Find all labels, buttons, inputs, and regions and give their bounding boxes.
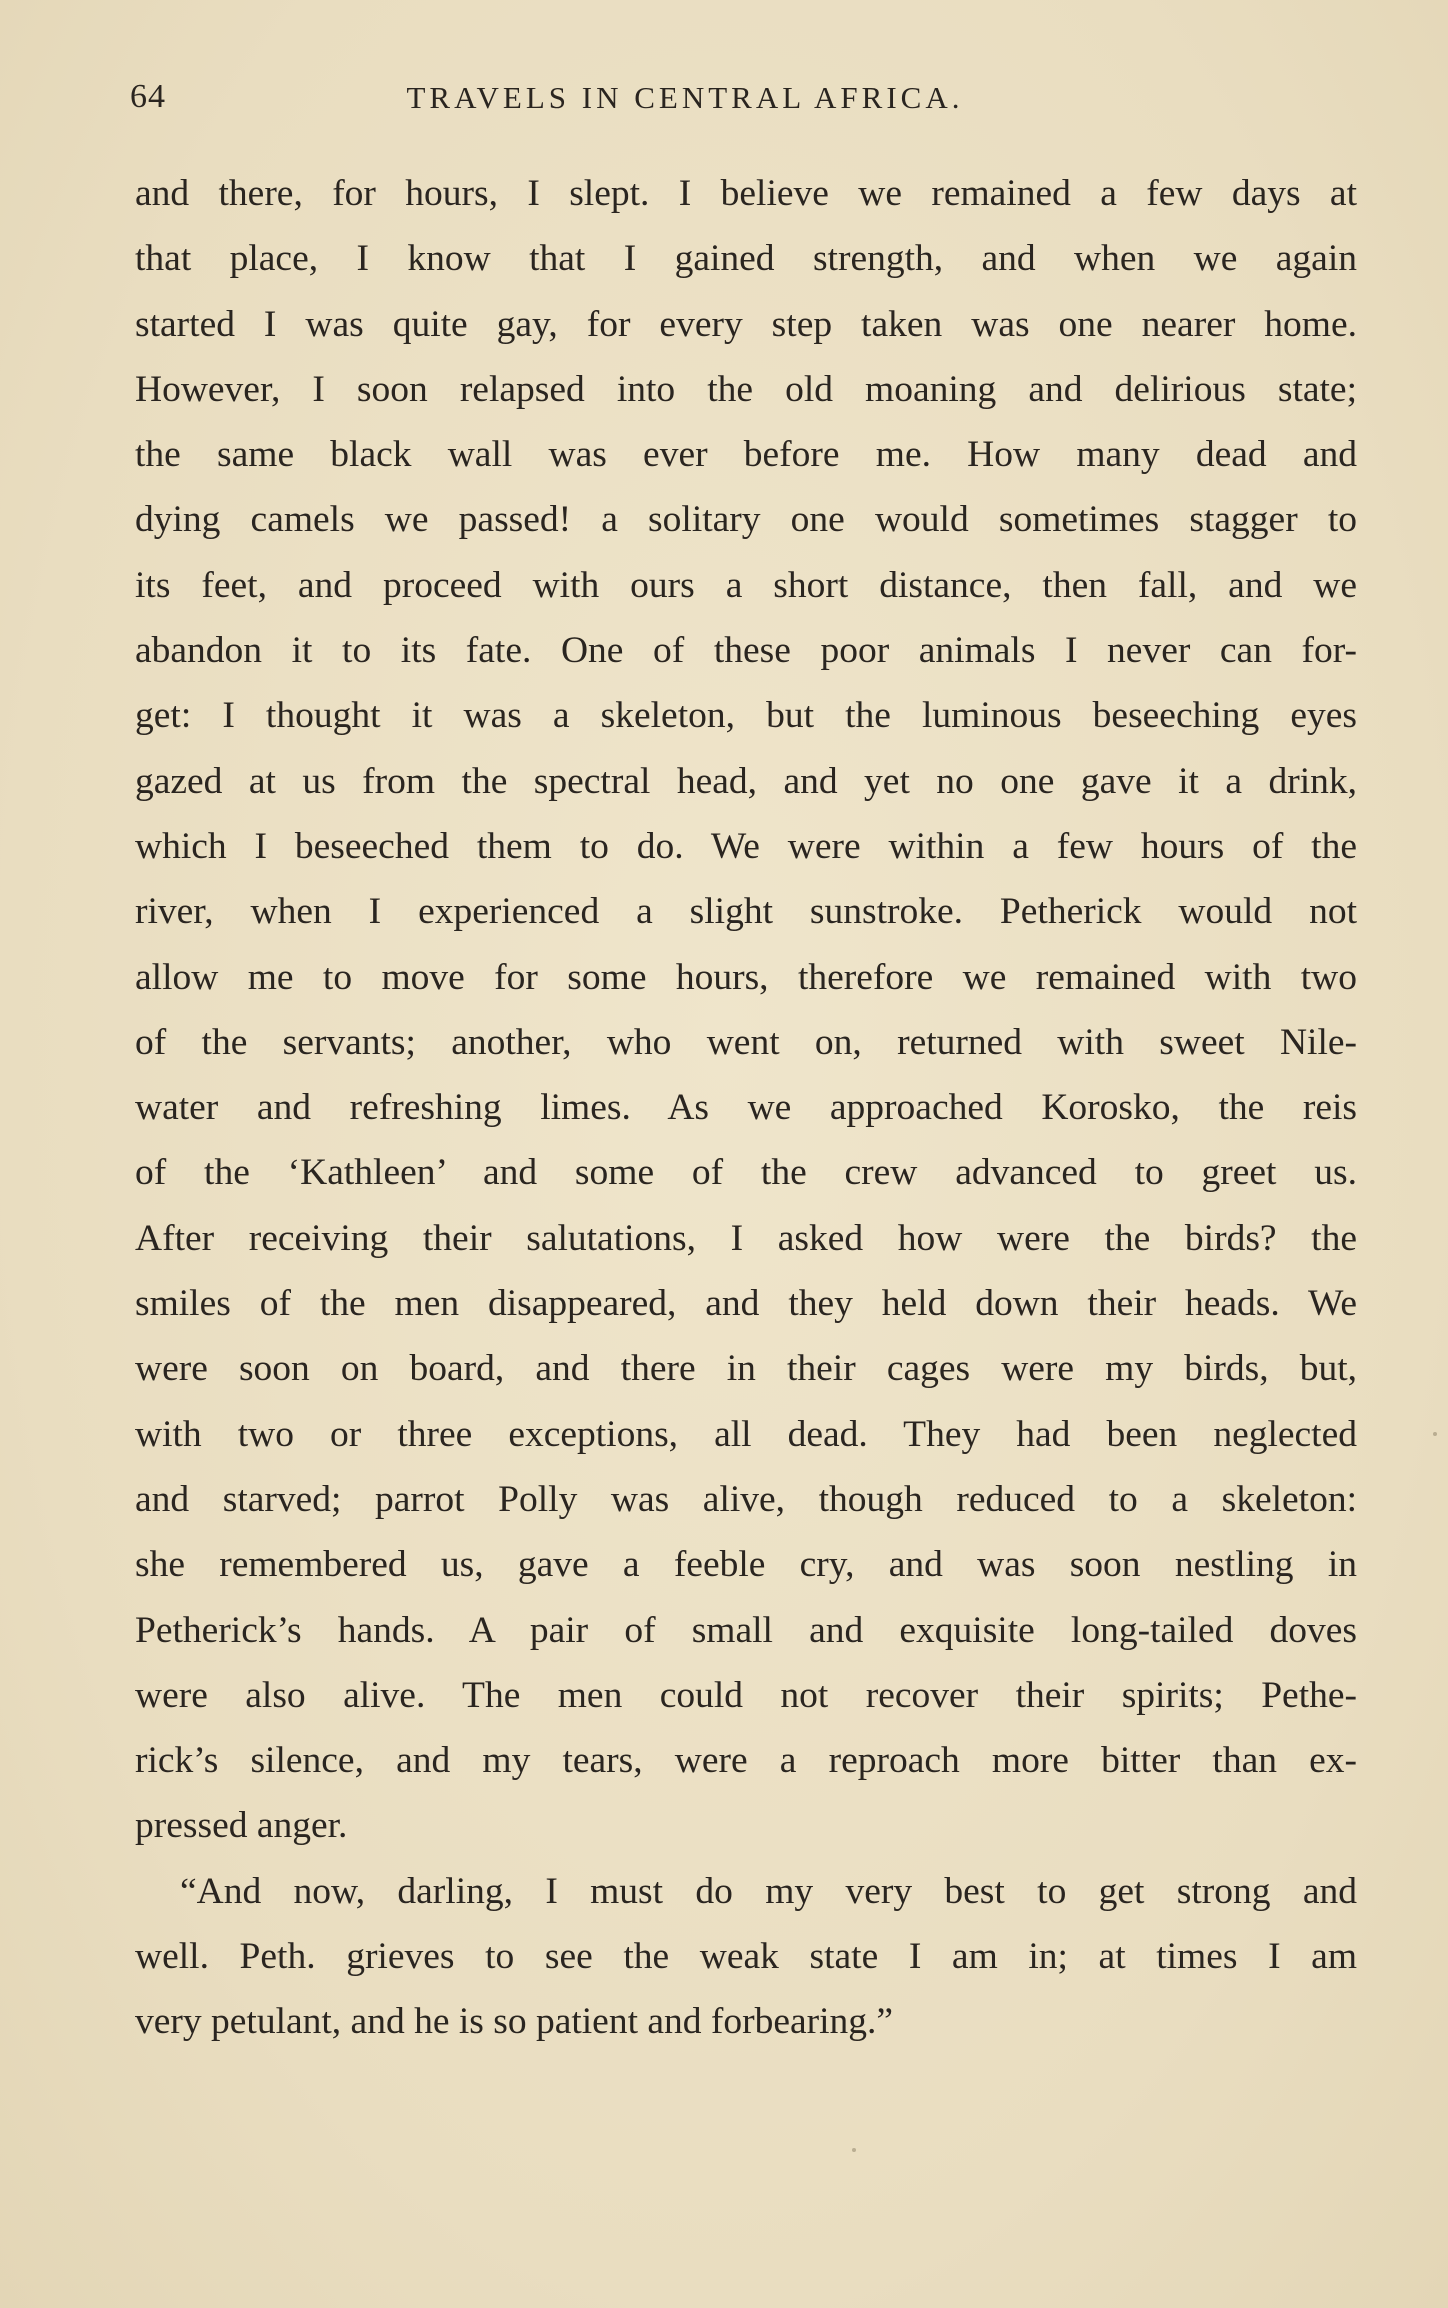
text-line: with two or three exceptions, all dead. They had been neglected <box>135 1413 1357 1455</box>
text-line: rick’s silence, and my tears, were a reproach more bitter than ex- <box>135 1740 1357 1782</box>
text-line: were also alive. The men could not recover their spirits; Pethe- <box>135 1674 1357 1716</box>
text-line: smiles of the men disappeared, and they held down their heads. We <box>135 1283 1357 1325</box>
text-line: were soon on board, and there in their cages were my birds, but, <box>135 1348 1357 1390</box>
text-line: started I was quite gay, for every step taken was one nearer home. <box>135 303 1357 345</box>
paragraph-2 <box>135 1859 1357 2055</box>
page-number: 64 <box>130 78 166 115</box>
text-line: pressed anger. <box>135 1805 348 1847</box>
text-line: water and refreshing limes. As we approached Korosko, the reis <box>135 1087 1357 1129</box>
text-line: of the servants; another, who went on, returned with sweet Nile- <box>135 1021 1357 1063</box>
running-title: TRAVELS IN CENTRAL AFRICA. <box>406 80 964 115</box>
text-line: its feet, and proceed with ours a short distance, then fall, and we <box>135 564 1357 606</box>
text-line: river, when I experienced a slight sunstroke. Petherick would not <box>135 891 1357 933</box>
paragraph-1 <box>135 161 1357 1859</box>
text-line: and there, for hours, I slept. I believe we remained a few days at <box>135 173 1357 214</box>
text-line: very petulant, and he is so patient and forbearing.” <box>135 2001 894 2043</box>
text-line: gazed at us from the spectral head, and yet no one gave it a drink, <box>135 760 1357 802</box>
text-line: that place, I know that I gained strength, and when we again <box>135 238 1357 280</box>
text-line: After receiving their salutations, I asked how were the birds? the <box>135 1217 1357 1259</box>
text-line: the same black wall was ever before me. How many dead and <box>135 434 1357 476</box>
text-line: abandon it to its fate. One of these poor animals I never can for- <box>135 630 1357 672</box>
text-line: Petherick’s hands. A pair of small and exquisite long-tailed doves <box>135 1609 1357 1651</box>
paper-spot <box>1433 1432 1437 1436</box>
text-line: well. Peth. grieves to see the weak state I am in; at times I am <box>135 1936 1357 1978</box>
running-head <box>130 78 1360 128</box>
text-line: and starved; parrot Polly was alive, though reduced to a skeleton: <box>135 1478 1357 1520</box>
text-line: which I beseeched them to do. We were within a few hours of the <box>135 825 1357 867</box>
text-line: However, I soon relapsed into the old moaning and delirious state; <box>135 368 1357 410</box>
text-line: of the ‘Kathleen’ and some of the crew advanced to greet us. <box>135 1152 1357 1194</box>
text-line: allow me to move for some hours, therefore we remained with two <box>135 956 1357 998</box>
body-text <box>135 161 1357 2055</box>
text-line: get: I thought it was a skeleton, but the luminous beseeching eyes <box>135 695 1357 737</box>
text-line: “And now, darling, I must do my very best to get strong and <box>180 1870 1357 1912</box>
paper-spot <box>852 2148 856 2152</box>
text-line: dying camels we passed! a solitary one would sometimes stagger to <box>135 499 1357 541</box>
text-line: she remembered us, gave a feeble cry, and was soon nestling in <box>135 1544 1357 1586</box>
